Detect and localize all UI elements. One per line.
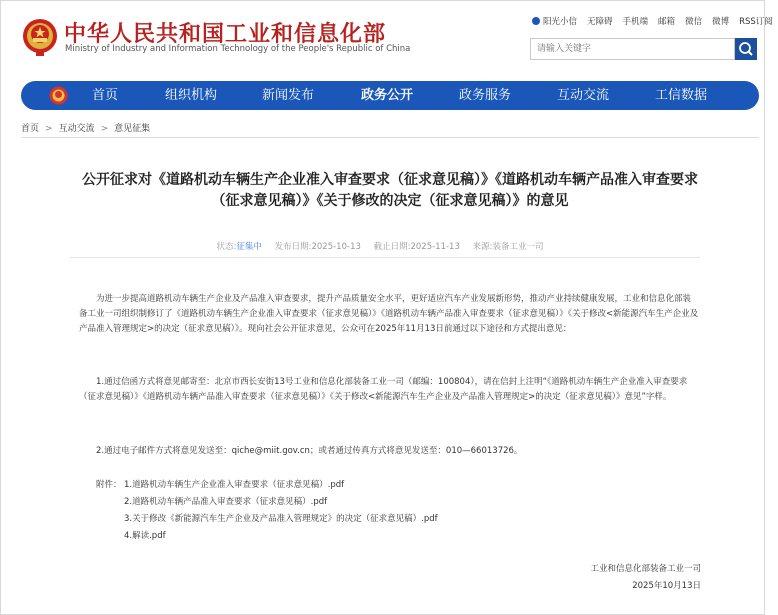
search-icon	[735, 38, 757, 60]
breadcrumb-home[interactable]: 首页	[21, 124, 40, 134]
top-link-sunshine[interactable]: 阳光小信	[528, 15, 582, 27]
sunshine-icon	[532, 17, 540, 25]
deadline-label: 截止日期:	[373, 242, 411, 252]
signature-org: 工业和信息化部装备工业一司	[590, 564, 701, 574]
national-emblem-logo[interactable]	[22, 18, 58, 56]
nav-item-organization[interactable]: 组织机构	[165, 88, 218, 103]
source-value: 装备工业一司	[492, 242, 544, 252]
breadcrumb-consultation[interactable]: 意见征集	[114, 124, 151, 134]
attachments-label: 附件：	[96, 480, 122, 490]
breadcrumb-divider	[21, 137, 759, 138]
publish-date-label: 发布日期:	[274, 242, 312, 252]
article-paragraph-intro: 为进一步提高道路机动车辆生产企业及产品准入审查要求，提升产品质量安全水平，更好适应汽车产业发展新形势，推动产业持续健康发展，工业和信息化部装备工业一司组织制修订了《道路机动车辆生产企业准入审查要求（征求意见稿）》《道路机动车辆产品准入审查要求（征求意见稿）》《关于修改<新能源汽车生产企业及产品准入管理规定>的决定（征求意见稿）》。现向社会公开征求意见，公众可在2025年11月13日前通过以下途径和方式提出意见：	[79, 294, 699, 334]
source-label: 来源:	[472, 242, 493, 252]
top-link-rss[interactable]: RSS订阅	[739, 17, 773, 27]
nav-item-data[interactable]: 工信数据	[655, 88, 708, 103]
site-title-cn[interactable]: 中华人民共和国工业和信息化部	[64, 22, 387, 47]
deadline-date: 2025-11-13	[410, 242, 460, 252]
nav-item-interaction[interactable]: 互动交流	[557, 88, 610, 103]
article-title	[70, 170, 710, 212]
site-title-en: Ministry of Industry and Information Technology of the People's Republic of China	[65, 44, 411, 54]
attachment-link-2[interactable]: 2.道路机动车辆产品准入审查要求（征求意见稿）.pdf	[124, 497, 328, 507]
attachment-link-4[interactable]: 4.解读.pdf	[124, 531, 166, 541]
nav-item-services[interactable]: 政务服务	[459, 88, 512, 103]
status-label: 状态:	[216, 242, 237, 252]
nav-item-government-affairs[interactable]: 政务公开	[361, 88, 414, 103]
article-title-line2: （征求意见稿）》《关于修改的决定（征求意见稿）》的意见	[211, 193, 569, 209]
search-input[interactable]	[530, 38, 735, 60]
nav-item-news[interactable]: 新闻发布	[262, 88, 315, 103]
article-paragraph-mail: 1.通过信函方式将意见邮寄至：北京市西长安街13号工业和信息化部装备工业一司（邮编：100804），请在信封上注明“《道路机动车辆生产企业准入审查要求（征求意见稿）》《道路机动车辆产品准入审查要求（征求意见稿）》《关于修改<新能源汽车生产企业及产品准入管理规定>的决定（征求意见稿）》意见”字样。	[79, 377, 688, 402]
breadcrumb-separator: >	[100, 124, 109, 134]
top-link-mobile[interactable]: 手机端	[622, 17, 649, 27]
article-paragraph-email: 2.通过电子邮件方式将意见发送至：qiche@miit.gov.cn；或者通过传真方式将意见发送至：010—66013726。	[96, 446, 523, 456]
top-link-accessibility[interactable]: 无障碍	[587, 17, 613, 27]
publish-date: 2025-10-13	[311, 242, 361, 252]
top-links	[528, 15, 778, 27]
nav-item-home[interactable]: 首页	[92, 88, 119, 103]
breadcrumb-separator: >	[45, 124, 53, 134]
top-link-weibo[interactable]: 微博	[712, 17, 730, 27]
main-nav	[21, 81, 759, 110]
attachment-link-3[interactable]: 3.关于修改《新能源汽车生产企业及产品准入管理规定》的决定（征求意见稿）.pdf	[124, 514, 438, 524]
top-link-mail[interactable]: 邮箱	[658, 17, 676, 27]
nav-emblem-icon[interactable]	[49, 86, 68, 105]
breadcrumb-interaction[interactable]: 互动交流	[58, 124, 95, 134]
article-title-line1: 公开征求对《道路机动车辆生产企业准入审查要求（征求意见稿）》《道路机动车辆产品准入审查要求	[82, 172, 698, 188]
status-badge: 征集中	[236, 242, 262, 252]
top-link-wechat[interactable]: 微信	[685, 17, 703, 27]
attachment-link-1[interactable]: 1.道路机动车辆生产企业准入审查要求（征求意见稿）.pdf	[124, 480, 345, 490]
signature-date: 2025年10月13日	[632, 581, 701, 591]
article-meta	[60, 240, 700, 252]
meta-divider	[70, 257, 700, 258]
breadcrumb	[21, 121, 150, 134]
search-button[interactable]	[735, 38, 757, 60]
